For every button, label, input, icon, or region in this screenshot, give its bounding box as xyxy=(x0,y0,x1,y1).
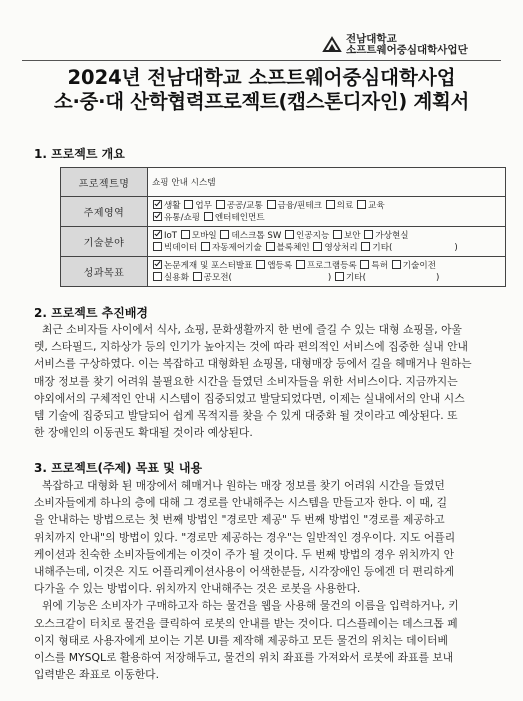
row-label: 주제영역 xyxy=(61,197,148,227)
text-line: 야외에서의 구체적인 안내 시스템이 집중되었고 발달되었다면, 이제는 실내에서의 안내 시스 xyxy=(34,391,465,405)
table-row xyxy=(61,227,506,257)
checkbox[interactable] xyxy=(357,200,366,209)
checkbox-label: 유통/쇼핑 xyxy=(164,212,201,223)
topic-area-options xyxy=(148,197,506,227)
checkbox-label: 빅데이터 xyxy=(164,242,198,253)
checkbox-label: 의료 xyxy=(336,200,354,211)
checkbox-label: 엔터테인먼트 xyxy=(214,212,265,223)
checkbox[interactable] xyxy=(360,260,369,269)
checkbox[interactable] xyxy=(201,242,210,251)
checkbox[interactable] xyxy=(256,260,265,269)
checkbox-line xyxy=(152,272,501,284)
table-row xyxy=(61,257,506,287)
checkbox[interactable] xyxy=(335,272,344,281)
checkbox-label: IoT xyxy=(164,230,178,241)
project-name-value: 쇼핑 안내 시스템 xyxy=(148,168,506,197)
checkbox[interactable] xyxy=(392,260,401,269)
checkbox-label: 금융/핀테크 xyxy=(277,200,322,211)
section-2-heading: 2. 프로젝트 추진배경 xyxy=(34,306,149,320)
text-line: 위에 기능은 소비자가 구매하고자 하는 물건을 웹을 사용해 물건의 이름을 입력하거나, 키 xyxy=(42,599,459,613)
checkbox[interactable] xyxy=(153,200,162,209)
tech-field-options xyxy=(148,227,506,257)
text-line: 소비자들에게 하나의 층에 대해 그 경로를 안내해주는 시스템을 만들고자 한다. 이 때, 길 xyxy=(34,496,448,510)
checkbox-label: 데스크톱 SW xyxy=(231,230,282,241)
text-line: 복잡하고 대형화 된 매장에서 헤매거나 원하는 매장 정보를 찾기 어려워 시간을 들였던 xyxy=(42,479,445,492)
checkbox[interactable] xyxy=(181,230,190,239)
text-line: 템 기술에 집중되고 발달되어 쉽게 목적지를 찾을 수 있게 대중화 될 것이라고 예상된다. 또 xyxy=(34,409,458,423)
checkbox-label: 자동제어기술 xyxy=(211,242,262,253)
checkbox[interactable] xyxy=(216,200,225,209)
checkbox-line xyxy=(152,230,501,242)
checkbox-label: 모바일 xyxy=(191,230,217,241)
checkbox[interactable] xyxy=(296,260,305,269)
checkbox[interactable] xyxy=(193,272,202,281)
checkbox-line xyxy=(152,212,501,224)
checkbox-label-suffix: ) xyxy=(435,272,440,283)
row-label: 프로젝트명 xyxy=(61,168,148,197)
checkbox[interactable] xyxy=(361,242,370,251)
document-title xyxy=(0,66,523,114)
checkbox-line xyxy=(152,200,501,212)
text-line: 위치까지 안내"의 방법이 있다. "경로만 제공하는 경우"는 일반적인 경우이다. 지도 어플리 xyxy=(34,530,456,544)
text-line: 한 장애인의 이동권도 확대될 것이라 예상된다. xyxy=(34,426,253,440)
university-emblem-icon xyxy=(322,35,342,55)
checkbox-label: 보안 xyxy=(344,230,361,241)
checkbox-label: 인공지능 xyxy=(296,230,330,241)
section-1-heading: 1. 프로젝트 개요 xyxy=(34,147,125,161)
checkbox[interactable] xyxy=(153,212,162,221)
project-overview-table xyxy=(60,167,506,287)
checkbox-label: 기타( xyxy=(372,242,393,253)
checkbox-label: 앱등록 xyxy=(267,260,293,271)
checkbox-label: 기타( xyxy=(346,272,366,283)
section-3-heading: 3. 프로젝트(주제) 목표 및 내용 xyxy=(34,461,203,475)
checkbox-label: 공공/교통 xyxy=(226,200,263,211)
checkbox-label-suffix: ) xyxy=(327,272,332,283)
row-label: 성과목표 xyxy=(61,257,148,287)
text-line: 렛, 스타필드, 지하상가 등의 인기가 높아지는 것에 따라 편의적인 서비스에 집중한 실내 안내 xyxy=(34,340,468,354)
checkbox-label: 영상처리 xyxy=(324,242,358,253)
university-logo xyxy=(322,34,468,56)
title-line-2: 소·중·대 산학협력프로젝트(캡스톤디자인) 계획서 xyxy=(53,90,470,113)
checkbox[interactable] xyxy=(326,200,335,209)
checkbox[interactable] xyxy=(153,272,162,281)
checkbox-label: 프로그램등록 xyxy=(306,260,357,271)
checkbox[interactable] xyxy=(313,242,322,251)
logo-line-1: 전남대학교 xyxy=(346,33,397,45)
text-line: 입력받은 좌표로 이동한다. xyxy=(34,668,160,682)
checkbox-label: 생활 xyxy=(164,200,181,211)
checkbox[interactable] xyxy=(285,230,294,239)
text-line: 이스를 MYSQL로 활용하여 저장해두고, 물건의 위치 좌표를 가져와서 로봇에 좌표를 보내 xyxy=(34,651,454,665)
text-line: 이지 형태로 사용자에게 보이는 기본 UI를 제작해 제공하고 모든 물건의 위치는 데이터베 xyxy=(34,633,448,647)
checkbox[interactable] xyxy=(184,200,193,209)
checkbox-label: 업무 xyxy=(195,200,212,211)
checkbox-label: 기술이전 xyxy=(402,260,436,271)
checkbox-label: 교육 xyxy=(368,200,385,211)
title-line-1: 2024년 전남대학교 소프트웨어중심대학사업 xyxy=(67,66,456,89)
checkbox-line xyxy=(152,242,501,254)
checkbox-line xyxy=(152,260,501,272)
text-line: 매장 정보를 찾기 어려워 불필요한 시간을 들였던 소비자들을 위한 서비스이다. 지금까지는 xyxy=(34,374,458,388)
checkbox-label: 특허 xyxy=(371,260,389,271)
checkbox[interactable] xyxy=(153,260,162,269)
checkbox-label-suffix: ) xyxy=(454,242,458,253)
row-label: 기술분야 xyxy=(61,227,148,257)
goal-options xyxy=(148,257,506,287)
logo-line-2: 소프트웨어중심대학사업단 xyxy=(346,44,468,56)
title-divider xyxy=(22,60,501,61)
checkbox[interactable] xyxy=(220,230,229,239)
text-line: 다가올 수 있는 방법이다. 위치까지 안내해주는 것은 로봇을 사용한다. xyxy=(34,582,361,596)
checkbox-label: 논문게재 및 포스터발표 xyxy=(164,260,253,271)
checkbox-label: 가상현실 xyxy=(375,230,409,241)
background-paragraph xyxy=(34,321,510,441)
text-line: 오스크같이 터치로 물건을 클릭하여 로봇의 안내를 받는 것이다. 디스플레이는 데스크톱 페 xyxy=(34,616,458,630)
text-line: 최근 소비자들 사이에서 식사, 쇼핑, 문화생활까지 한 번에 즐길 수 있는 대형 쇼핑몰, 아울 xyxy=(42,323,462,336)
checkbox[interactable] xyxy=(333,230,342,239)
checkbox-label: 공모전( xyxy=(203,272,232,283)
checkbox[interactable] xyxy=(267,200,276,209)
checkbox[interactable] xyxy=(153,242,162,251)
checkbox[interactable] xyxy=(364,230,373,239)
text-line: 케이션과 친숙한 소비자들에게는 이것이 주가 될 것이다. 두 번째 방법의 경우 위치까지 안 xyxy=(34,547,455,561)
checkbox-label: 실용화 xyxy=(164,272,189,283)
table-row xyxy=(61,168,506,197)
text-line: 서비스를 구상하였다. 이는 복잡하고 대형화된 쇼핑몰, 대형매장 등에서 길을 헤매거나 원하는 xyxy=(34,357,472,371)
table-row xyxy=(61,197,506,227)
goals-paragraph xyxy=(34,477,510,683)
checkbox-label: 블록체인 xyxy=(276,242,310,253)
checkbox[interactable] xyxy=(204,212,213,221)
checkbox[interactable] xyxy=(153,230,162,239)
text-line: 을 안내하는 방법으로는 첫 번째 방법인 "경로만 제공" 두 번째 방법인 "경로를 제공하고 xyxy=(34,513,445,527)
text-line: 내해주는데, 이것은 지도 어플리케이션사용이 어색한분들, 시각장애인 등에겐 더 편리하게 xyxy=(34,565,455,579)
checkbox[interactable] xyxy=(266,242,275,251)
